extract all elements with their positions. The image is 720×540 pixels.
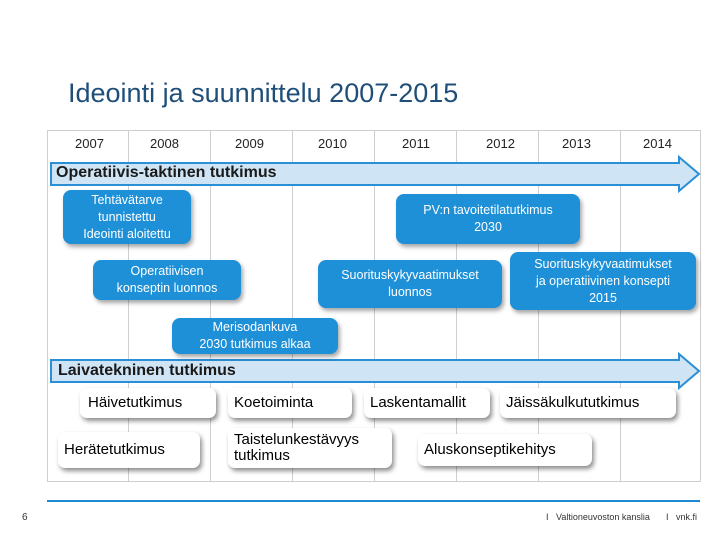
ice-study-box: Jäissäkulkututkimus: [500, 388, 676, 418]
page-number: 6: [22, 512, 28, 523]
year-label: 2009: [235, 136, 264, 151]
year-label: 2008: [150, 136, 179, 151]
testing-box: Koetoiminta: [228, 388, 352, 418]
footer-line: [47, 500, 700, 502]
year-label: 2012: [486, 136, 515, 151]
requirements-draft-box: Suorituskykyvaatimukset luonnos: [318, 260, 502, 308]
footer-site[interactable]: vnk.fi: [676, 512, 698, 522]
pv-study-box: PV:n tavoitetilatutkimus 2030: [396, 194, 580, 244]
naval-war-box: Merisodankuva 2030 tutkimus alkaa: [172, 318, 338, 354]
needs-box: Tehtävätarve tunnistettu Ideointi aloitettu: [63, 190, 191, 244]
concept-draft-box: Operatiivisen konseptin luonnos: [93, 260, 241, 300]
combat-study-box: Taistelunkestävyys tutkimus: [228, 428, 392, 468]
operative-arrow-label: Operatiivis-taktinen tutkimus: [56, 164, 277, 181]
ship-concept-box: Aluskonseptikehitys: [418, 434, 592, 466]
year-label: 2011: [402, 136, 430, 151]
footer-separator: I: [546, 512, 549, 522]
footer-separator: I: [666, 512, 669, 522]
year-label: 2010: [318, 136, 347, 151]
naval-arrow-label: Laivatekninen tutkimus: [58, 362, 236, 379]
year-label: 2014: [643, 136, 672, 151]
year-label: 2013: [562, 136, 591, 151]
year-label: 2007: [75, 136, 104, 151]
page-title: Ideointi ja suunnittelu 2007-2015: [68, 78, 459, 108]
calc-models-box: Laskentamallit: [364, 388, 490, 418]
requirements-2015-box: Suorituskykyvaatimukset ja operatiivinen konsepti 2015: [510, 252, 696, 310]
footer-org: Valtioneuvoston kanslia: [556, 512, 650, 522]
excitation-study-box: Herätetutkimus: [58, 432, 200, 468]
wake-study-box: Häivetutkimus: [80, 388, 216, 418]
